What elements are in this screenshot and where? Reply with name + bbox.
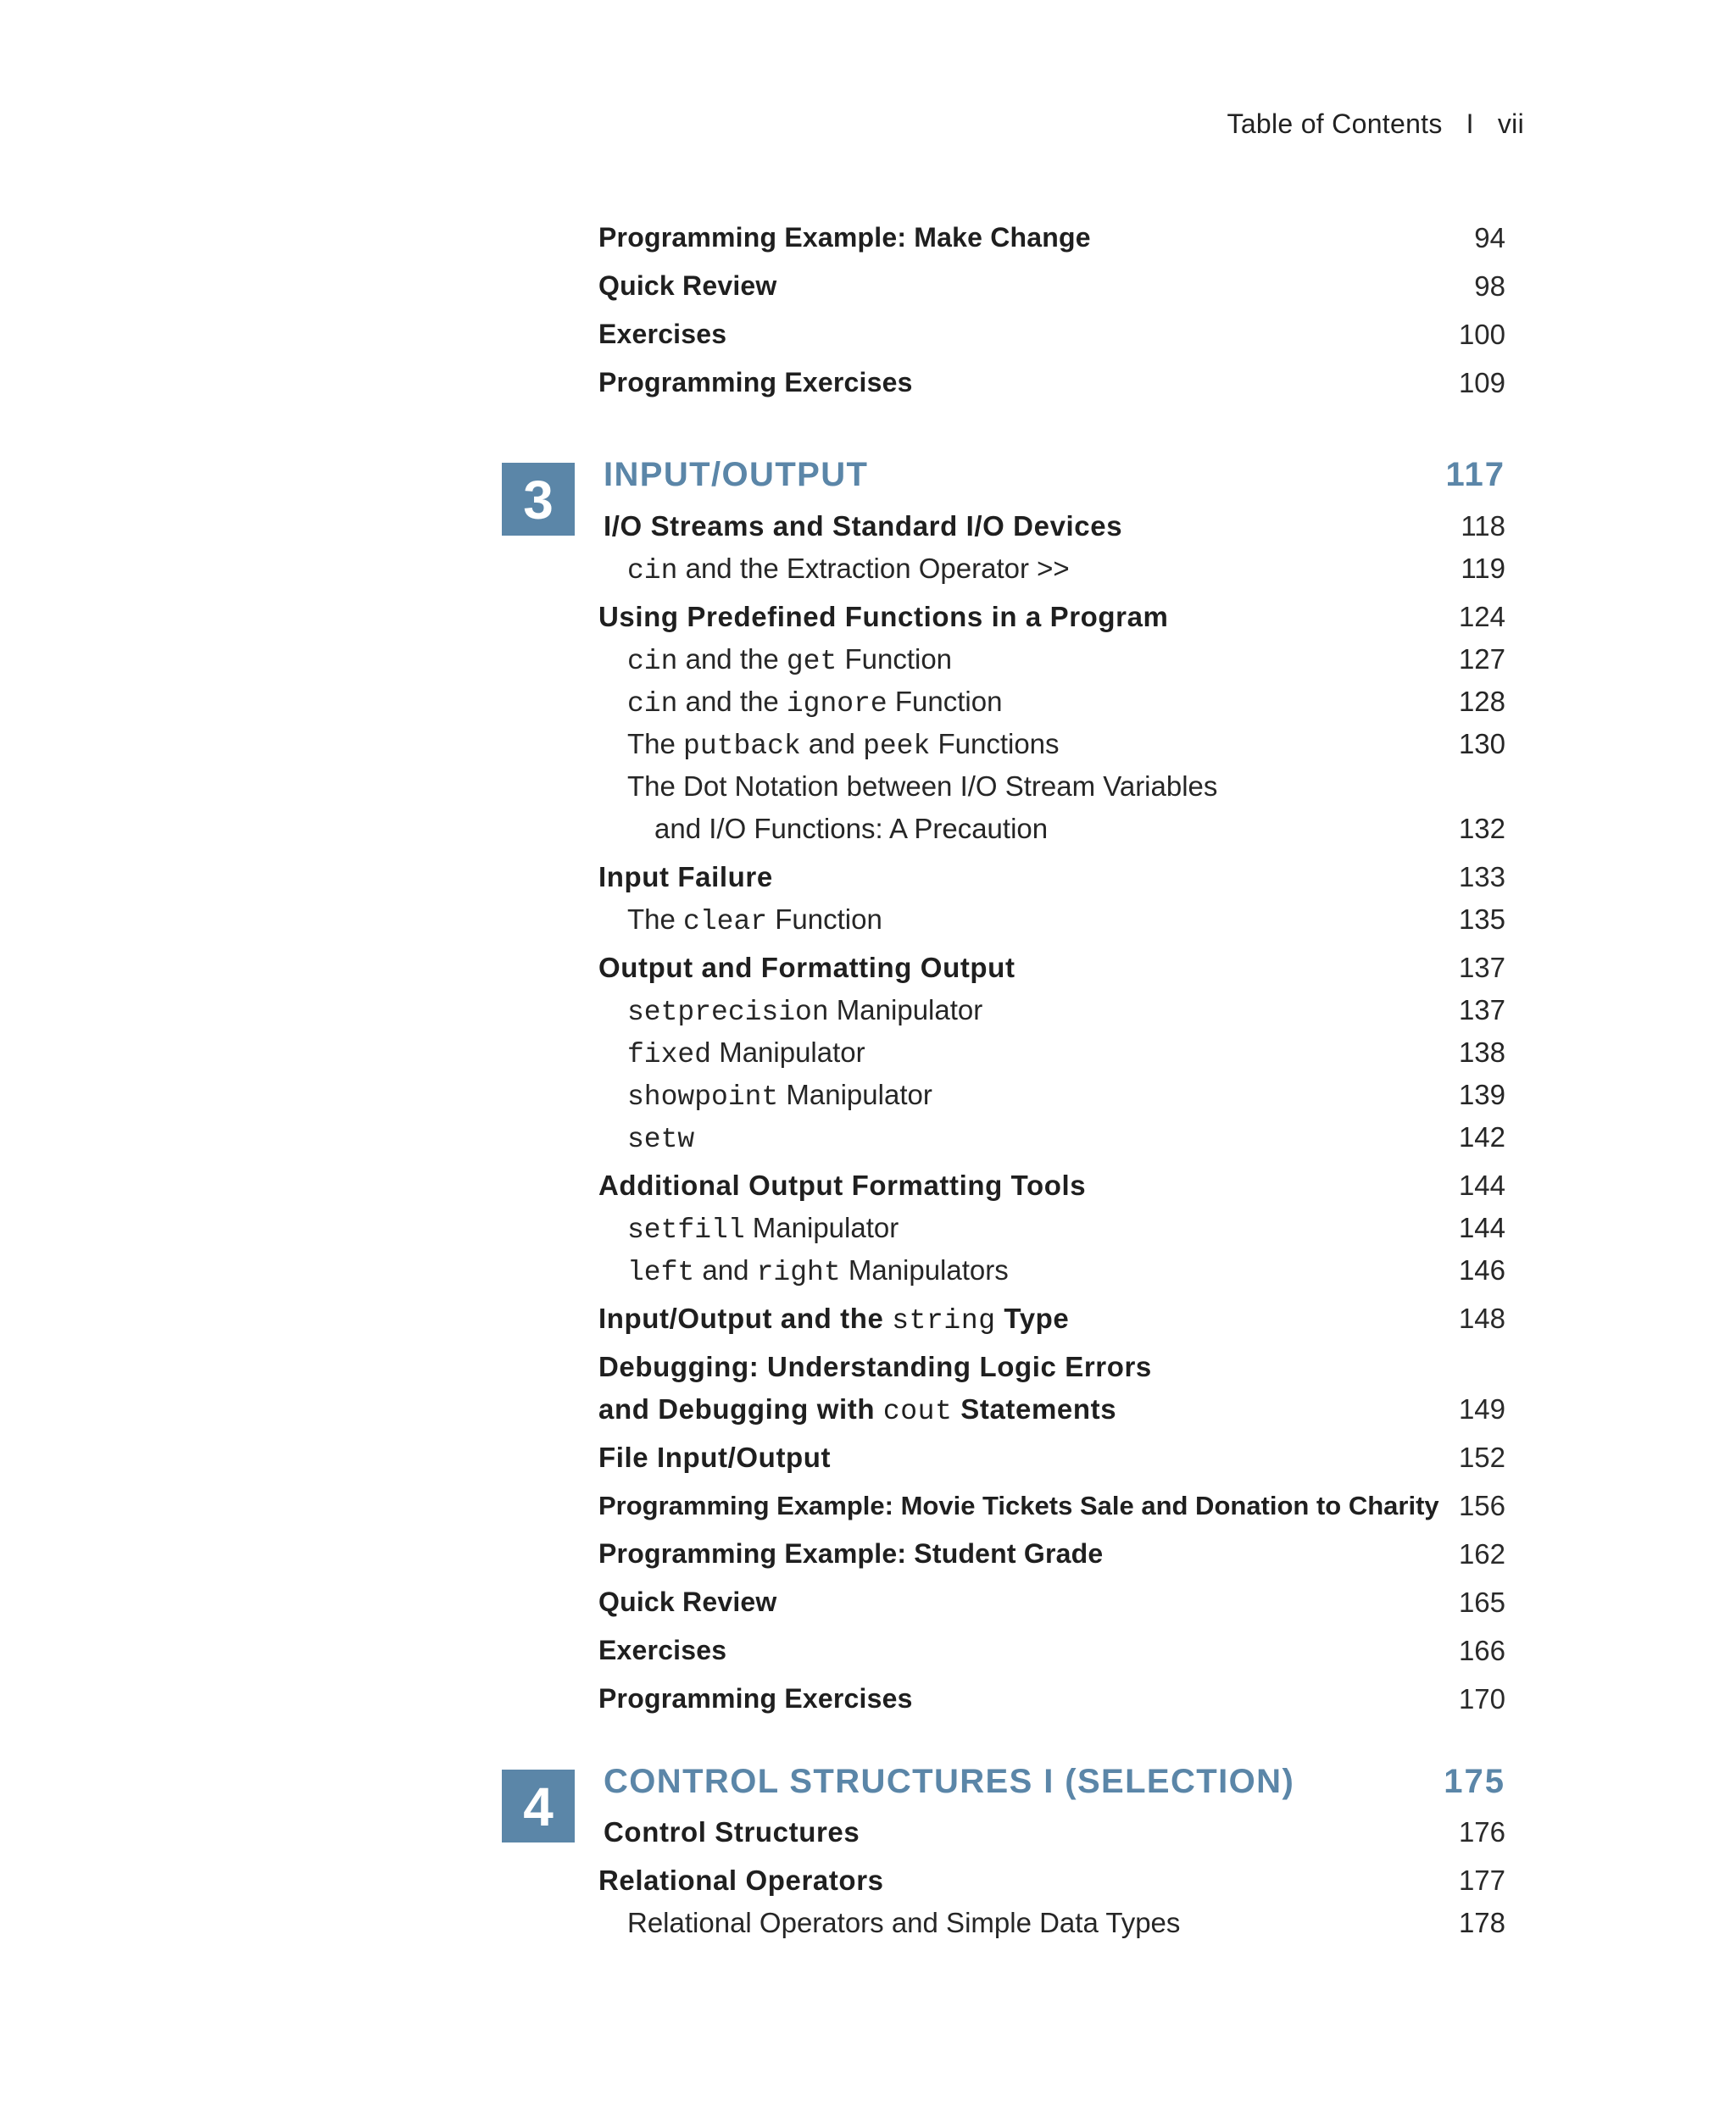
toc-entry[interactable] [598,222,1505,253]
toc-entry-page: 144 [1458,1212,1505,1243]
code-term: right [756,1257,841,1288]
toc-entry-continuation[interactable]: and Debugging with cout Statements 149 [598,1393,1505,1427]
toc-entry-page: 128 [1458,686,1505,717]
toc-entry-page: 137 [1458,994,1505,1025]
toc-entry-page: 149 [1458,1393,1505,1425]
toc-entry-title: Programming Example: Make Change [598,222,1091,253]
toc-subentry[interactable]: cin and the get Function 127 [627,643,1505,677]
toc-subentry[interactable] [598,770,1505,803]
toc-entry-page: 166 [1458,1635,1505,1666]
toc-entry[interactable] [598,1683,1505,1715]
toc-subentry[interactable]: fixed Manipulator 138 [627,1037,1505,1070]
toc-entry-title: Programming Exercises [598,1683,913,1714]
toc-entry-title: Input Failure [598,861,773,892]
toc-entry-page: 124 [1458,601,1505,632]
code-term: peek [863,731,931,762]
code-term: cout [882,1396,953,1427]
toc-entry-page: 156 [1458,1490,1505,1521]
code-term: setprecision [627,997,829,1028]
toc-entry[interactable] [598,1538,1505,1570]
toc-entry[interactable] [598,1442,1505,1474]
toc-entry[interactable] [598,367,1505,398]
toc-subentry[interactable]: left and right Manipulators 146 [627,1254,1505,1288]
toc-entry-title: File Input/Output [598,1442,832,1473]
toc-entry-page: 127 [1458,643,1505,675]
toc-entry-page: 165 [1458,1587,1505,1618]
toc-entry-title: and I/O Functions: A Precaution [654,813,1049,844]
toc-entry-title: Relational Operators and Simple Data Types [627,1907,1181,1938]
toc-entry-page: 148 [1458,1303,1505,1334]
toc-subentry-continuation[interactable] [598,813,1505,845]
toc-entry-page: 152 [1458,1442,1505,1473]
toc-entry-page: 177 [1458,1865,1505,1896]
code-term: left [627,1257,695,1288]
code-term: setw [627,1124,695,1155]
toc-entry-page: 100 [1458,319,1505,350]
toc-entry-title: I/O Streams and Standard I/O Devices [604,510,1123,542]
toc-subentry[interactable] [598,1907,1505,1939]
toc-subentry[interactable]: setprecision Manipulator 137 [627,994,1505,1028]
toc-entry-page: 170 [1458,1683,1505,1715]
toc-entry-page: 133 [1458,861,1505,892]
toc-entry-page: 94 [1474,222,1505,253]
toc-subentry[interactable]: showpoint Manipulator 139 [627,1079,1505,1113]
toc-entry[interactable] [598,601,1505,633]
code-term: clear [683,906,768,937]
running-head [1227,108,1524,140]
toc-entry-title: Using Predefined Functions in a Program [598,601,1169,632]
toc-entry-title: Output and Formatting Output [598,952,1015,983]
code-term: get [786,646,837,677]
toc-entry-title: Programming Exercises [598,367,913,397]
running-head-separator: I [1466,108,1474,139]
toc-entry[interactable] [598,1635,1505,1666]
toc-entry-page: 142 [1458,1121,1505,1153]
toc-entry-title: Quick Review [598,270,777,301]
toc-subentry[interactable]: The clear Function 135 [627,903,1505,937]
chapter-page: 175 [1444,1763,1505,1800]
toc-entry-page: 135 [1458,903,1505,935]
toc-entry[interactable] [598,1351,1505,1383]
chapter-title-text: CONTROL STRUCTURES I (SELECTION) [604,1763,1295,1800]
toc-entry-page: 176 [1458,1816,1505,1848]
toc-subentry[interactable]: cin and the ignore Function 128 [627,686,1505,720]
toc-entry[interactable] [598,1865,1505,1897]
code-term: fixed [627,1039,712,1070]
code-term: setfill [627,1214,745,1246]
toc-entry[interactable] [598,861,1505,893]
toc-entry-title: Programming Example: Student Grade [598,1538,1104,1569]
toc-entry-page: 98 [1474,270,1505,302]
toc-entry-title: Exercises [598,319,727,349]
toc-entry-title: Exercises [598,1635,727,1665]
toc-entry-page: 178 [1458,1907,1505,1938]
code-term: cin [627,555,678,586]
running-head-page: vii [1497,108,1524,139]
toc-entry-title: Debugging: Understanding Logic Errors [598,1351,1152,1382]
code-term: string [892,1305,996,1337]
toc-entry[interactable] [604,1816,1505,1848]
chapter-title[interactable] [604,1763,1505,1801]
toc-subentry[interactable]: setfill Manipulator 144 [627,1212,1505,1246]
toc-subentry[interactable] [598,1121,1505,1155]
toc-entry-title: Relational Operators [598,1865,884,1896]
toc-entry-title: Additional Output Formatting Tools [598,1170,1087,1201]
toc-entry[interactable] [598,319,1505,350]
toc-subentry[interactable]: cin and the Extraction Operator >> 119 [627,553,1505,586]
toc-subentry[interactable]: The putback and peek Functions 130 [627,728,1505,762]
code-term: cin [627,688,678,720]
toc-entry[interactable] [598,1587,1505,1618]
toc-entry-page: 109 [1458,367,1505,398]
toc-entry[interactable] [604,510,1505,542]
toc-entry-title: Quick Review [598,1587,777,1617]
chapter-number-box: 4 [502,1770,575,1842]
toc-entry-page: 144 [1458,1170,1505,1201]
toc-entry-page: 138 [1458,1037,1505,1068]
toc-entry[interactable] [598,1170,1505,1202]
toc-entry-page: 146 [1458,1254,1505,1286]
chapter-page: 117 [1445,456,1505,493]
code-term: ignore [786,688,887,720]
toc-entry[interactable] [598,1490,1505,1521]
code-term: showpoint [627,1081,779,1113]
code-term: putback [683,731,801,762]
toc-entry-title: The Dot Notation between I/O Stream Variables [627,770,1218,802]
toc-entry-page: 130 [1458,728,1505,759]
toc-entry-page: 139 [1458,1079,1505,1110]
chapter-title[interactable] [604,456,1505,494]
chapter-number-box: 3 [502,463,575,536]
toc-entry-page: 118 [1461,510,1505,542]
chapter-title-text: INPUT/OUTPUT [604,456,869,493]
toc-entry[interactable] [598,952,1505,984]
toc-entry-page: 162 [1458,1538,1505,1570]
running-head-title: Table of Contents [1227,108,1443,139]
toc-entry[interactable] [598,270,1505,302]
code-term: cin [627,646,678,677]
toc-entry-page: 119 [1461,553,1505,584]
toc-entry-page: 137 [1458,952,1505,983]
toc-entry-title: Programming Example: Movie Tickets Sale and Donation to Charity [598,1491,1439,1520]
toc-entry[interactable]: Input/Output and the string Type 148 [598,1303,1505,1337]
toc-entry-title: Control Structures [604,1816,860,1848]
toc-entry-page: 132 [1458,813,1505,844]
